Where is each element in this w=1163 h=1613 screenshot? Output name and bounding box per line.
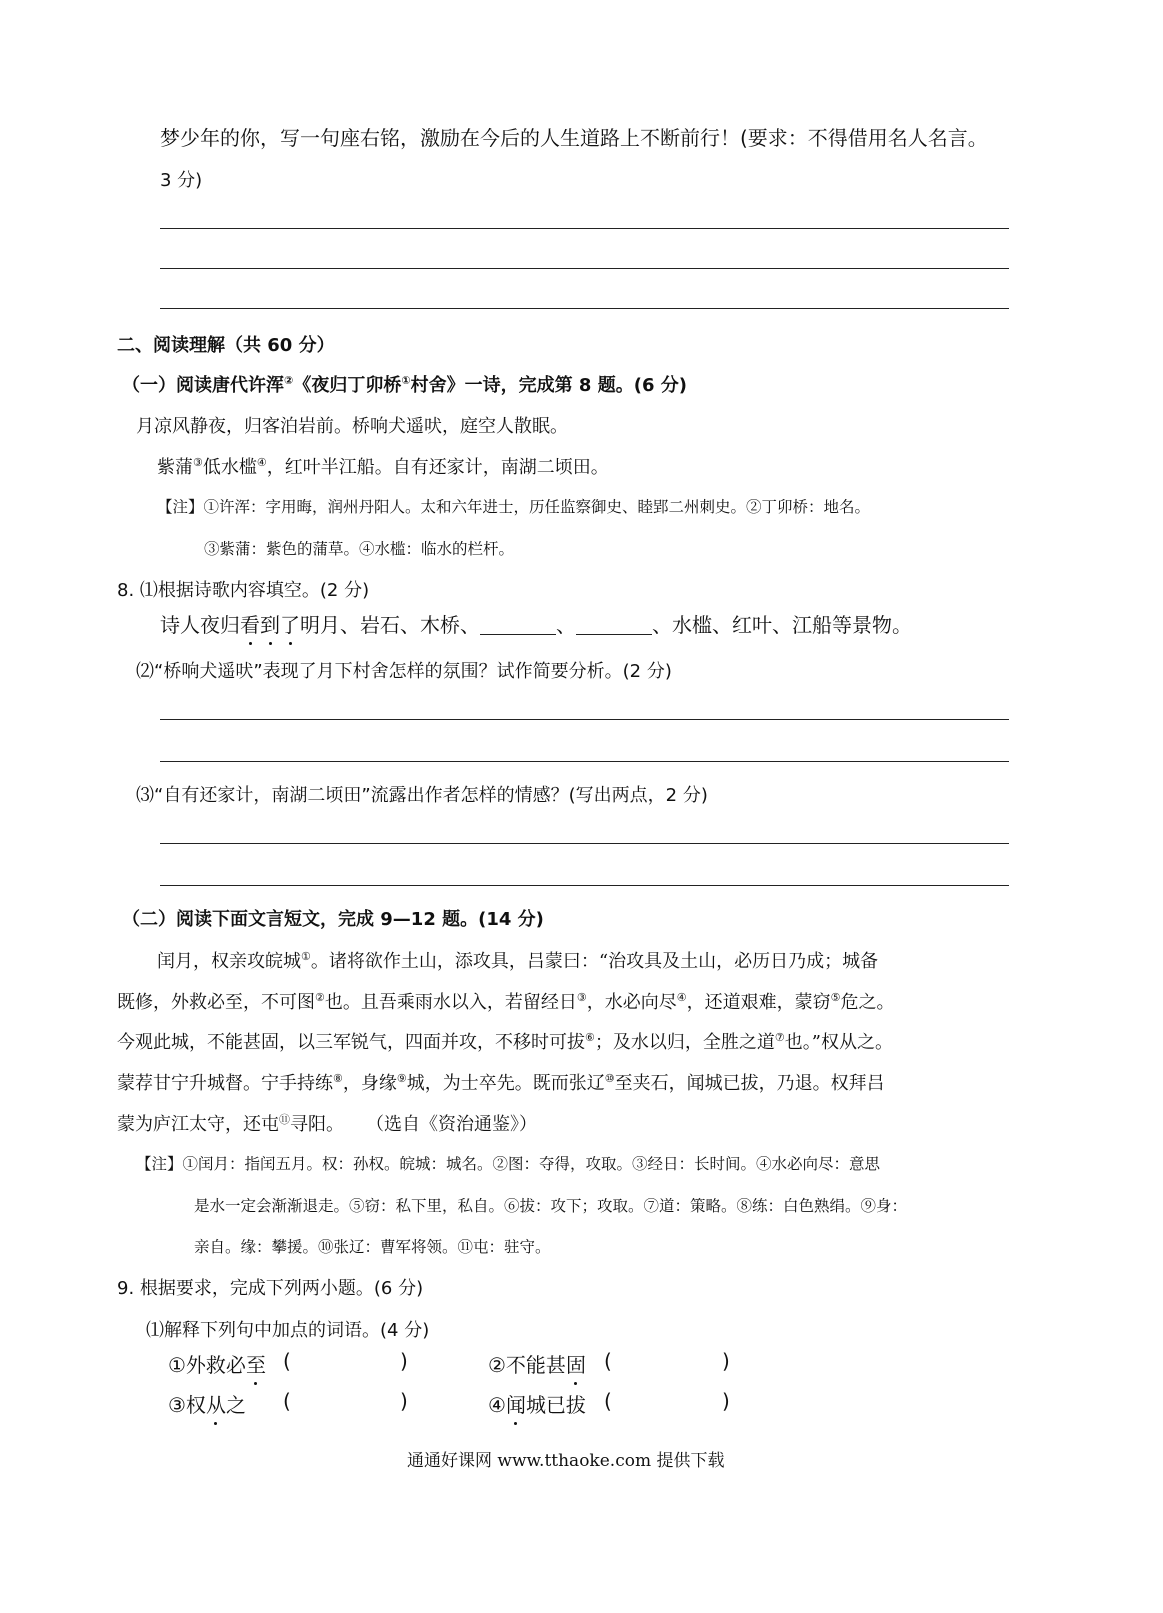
q9-item2-close: ) [722,1349,730,1373]
passage-text: 城，为士卒先。既而张辽 [406,1073,605,1094]
passage-line1 [157,947,878,973]
footnote-mark: ④ [256,456,267,469]
emphasis-char: 到 [260,609,280,638]
passage-text: 至夹石，闻城已拔，乃退。权拜吕 [614,1073,885,1094]
passage-text: 。诸将欲作土山，添攻具，吕蒙曰：“治攻具及土山，必历日乃成；城备 [310,951,879,972]
poem-line2 [157,453,609,479]
q9-item2-open: ( [604,1349,612,1373]
poem-line1: 月凉风静夜，归客泊岩前。桥响犬遥吠，庭空人散眠。 [136,416,568,437]
footnote-mark: ⑩ [604,1072,615,1085]
q9-item1 [168,1349,266,1378]
part2-heading: （二）阅读下面文言短文，完成 9—12 题。(14 分) [122,909,544,930]
q9-item4-open: ( [604,1389,612,1413]
q9-item4-close: ) [722,1389,730,1413]
footnote-mark: ③ [193,456,203,469]
q8-fill-a: 诗人夜归 [160,613,240,637]
q9-item1-close: ) [400,1349,408,1373]
q8-fill-c: 、水槛、红叶、江船等景物。 [652,613,912,637]
passage-text: 闰月，权亲攻皖城 [157,951,301,972]
passage-text: ；及水以归，全胜之道 [594,1032,775,1053]
answer-line[interactable] [160,308,1009,309]
q9-sub1: ⑴解释下列句中加点的词语。(4 分) [146,1320,430,1341]
passage-line2 [117,988,895,1014]
passage-note2: 是水一定会渐渐退走。⑤窃：私下里，私自。⑥拔：攻下；攻取。⑦道：策略。⑧练：白色熟绢。⑨身： [194,1197,908,1215]
q9-stem: 9. 根据要求，完成下列两小题。(6 分) [117,1278,424,1299]
footnote-mark: ④ [676,991,687,1004]
q8-stem: 8. ⑴根据诗歌内容填空。(2 分) [117,580,370,601]
q7-line2: 3 分) [160,170,203,191]
answer-slot-2[interactable] [620,1349,715,1375]
answer-line[interactable] [160,268,1009,269]
footnote-mark: ① [401,374,411,387]
q7-line1: 梦少年的你，写一句座右铭，激励在今后的人生道路上不断前行！(要求：不得借用名人名言。 [160,126,988,150]
q8-sub2: ⑵“桥响犬遥吠”表现了月下村舍怎样的氛围？试作简要分析。(2 分) [136,661,672,682]
answer-line[interactable] [160,885,1009,886]
part1-heading-b: 《夜归丁卯桥 [293,375,402,396]
emphasis-char: 看 [240,609,260,638]
passage-note1: 【注】①闰月：指闰五月。权：孙权。皖城：城名。②图：夺得，攻取。③经日：长时间。④水必向尽：意思 [136,1155,881,1173]
q9-item4-text: 城已拔 [525,1393,586,1417]
footnote-mark: ⑧ [333,1072,343,1085]
footnote-mark: ⑤ [830,991,841,1004]
q9-item2 [488,1349,586,1378]
passage-line5 [117,1110,537,1136]
q9-item3 [168,1389,246,1418]
q9-item3-text: ③权 [168,1393,206,1417]
answer-slot-1[interactable] [300,1349,395,1375]
q9-item3-open: ( [283,1389,291,1413]
passage-note3: 亲自。缘：攀援。⑩张辽：曹军将领。⑪屯：驻守。 [194,1238,551,1256]
q9-item3-close: ) [400,1389,408,1413]
passage-source: （选自《资治通鉴》） [366,1114,537,1135]
q9-item1-text: ①外救必 [168,1353,246,1377]
passage-text: ，身缘 [342,1073,397,1094]
passage-text: ，还道艰难，蒙窃 [686,992,831,1013]
part1-heading-c: 村舍》一诗，完成第 8 题。(6 分) [410,375,687,396]
passage-text: 蒙为庐江太守，还屯 [117,1114,279,1135]
passage-text: 既修，外救必至，不可图 [117,992,315,1013]
fill-blank-2[interactable] [576,616,652,635]
section2-heading: 二、阅读理解（共 60 分） [117,335,335,356]
footnote-mark: ① [301,950,311,963]
answer-line[interactable] [160,843,1009,844]
q8-sub3: ⑶“自有还家计，南湖二顷田”流露出作者怎样的情感？(写出两点，2 分) [136,785,708,806]
answer-line[interactable] [160,228,1009,229]
footnote-mark: ⑨ [396,1072,407,1085]
passage-line4 [117,1069,885,1095]
poem-note1: 【注】①许浑：字用晦，润州丹阳人。太和六年进士，历任监察御史、睦郢二州刺史。②丁卯桥：地名。 [157,498,871,516]
poem-line2-a: 紫蒲 [157,457,193,478]
answer-line[interactable] [160,719,1009,720]
emphasis-char: 固 [566,1349,586,1378]
part1-heading [122,371,687,397]
emphasis-char: 了 [280,609,300,638]
q9-item4-num: ④ [488,1393,506,1417]
footnote-mark: ⑥ [585,1031,595,1044]
passage-text: 也。且吾乘雨水以入，若留经日 [324,992,577,1013]
footnote-mark: ⑦ [774,1031,785,1044]
footnote-mark: ③ [576,991,587,1004]
passage-text: 也。”权从之。 [784,1032,893,1053]
passage-text: 今观此城，不能甚固，以三军锐气，四面并攻，不移时可拔 [117,1032,585,1053]
poem-line2-c: ，红叶半江船。自有还家计，南湖二顷田。 [266,457,609,478]
passage-text: 危之。 [840,992,895,1013]
emphasis-char: 从 [206,1389,226,1418]
footer-credit: 通通好课网 www.tthaoke.com 提供下载 [407,1451,725,1471]
passage-text: ，水必向尽 [586,992,677,1013]
answer-slot-3[interactable] [300,1389,395,1415]
footnote-mark: ② [315,991,325,1004]
answer-slot-4[interactable] [620,1389,715,1415]
footnote-mark: ② [284,374,294,387]
footnote-mark: ⑪ [279,1113,290,1126]
q8-fill-b: 明月、岩石、木桥、 [300,613,480,637]
passage-text: 寻阳。 [290,1114,344,1135]
fill-blank-1[interactable] [480,616,556,635]
q9-item3-text-b: 之 [225,1393,246,1417]
part1-heading-a: （一）阅读唐代许浑 [122,375,284,396]
poem-note2: ③紫蒲：紫色的蒲草。④水槛：临水的栏杆。 [204,540,515,558]
q9-item1-open: ( [283,1349,291,1373]
emphasis-char: 闻 [506,1389,526,1418]
q8-fill-sep: 、 [556,613,576,637]
q9-item2-text: ②不能甚 [488,1353,566,1377]
q9-item4 [488,1389,586,1418]
q8-fill-line [160,609,912,638]
poem-line2-b: 低水槛 [202,457,257,478]
passage-line3 [117,1028,893,1054]
emphasis-char: 至 [246,1349,266,1378]
answer-line[interactable] [160,761,1009,762]
passage-text: 蒙荐甘宁升城督。宁手持练 [117,1073,333,1094]
